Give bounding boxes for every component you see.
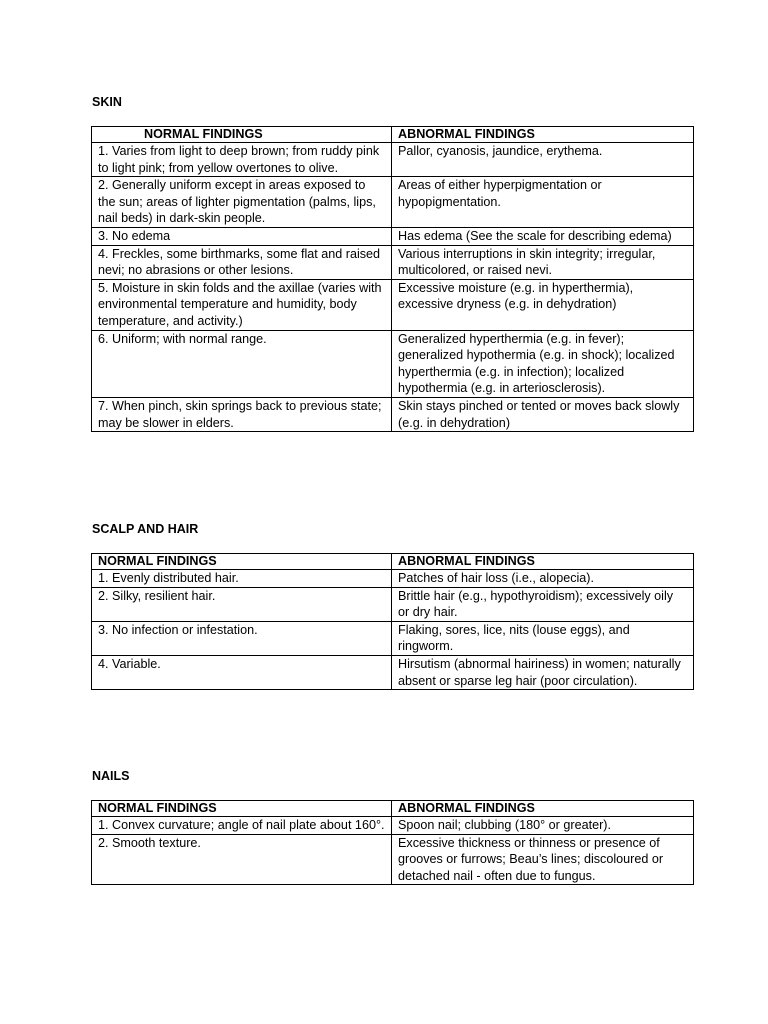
normal-findings-header: NORMAL FINDINGS (92, 127, 392, 143)
table-row (92, 143, 694, 177)
abnormal-findings-header: ABNORMAL FINDINGS (392, 801, 694, 817)
normal-finding-cell: 4. Variable. (92, 655, 392, 689)
abnormal-finding-cell: Patches of hair loss (i.e., alopecia). (392, 570, 694, 588)
normal-finding-cell: 3. No infection or infestation. (92, 621, 392, 655)
nails-findings-table (91, 800, 694, 885)
normal-findings-header: NORMAL FINDINGS (92, 801, 392, 817)
normal-finding-cell: 1. Convex curvature; angle of nail plate about 160°. (92, 817, 392, 835)
normal-finding-cell: 2. Smooth texture. (92, 834, 392, 885)
table-row (92, 621, 694, 655)
table-row (92, 227, 694, 245)
abnormal-finding-cell: Has edema (See the scale for describing edema) (392, 227, 694, 245)
skin-section-title: SKIN (92, 95, 122, 109)
abnormal-finding-cell: Generalized hyperthermia (e.g. in fever); generalized hypothermia (e.g. in shock); localized hyperthermia (e.g. in infection); localized hypothermia (e.g. in arteriosclerosis). (392, 330, 694, 397)
normal-finding-cell: 5. Moisture in skin folds and the axillae (varies with environmental temperature and humidity, body temperature, and activity.) (92, 279, 392, 330)
table-row (92, 177, 694, 228)
table-row (92, 397, 694, 431)
abnormal-finding-cell: Excessive thickness or thinness or presence of grooves or furrows; Beau’s lines; discoloured or detached nail - often due to fungus. (392, 834, 694, 885)
abnormal-finding-cell: Various interruptions in skin integrity; irregular, multicolored, or raised nevi. (392, 245, 694, 279)
abnormal-finding-cell: Hirsutism (abnormal hairiness) in women; naturally absent or sparse leg hair (poor circulation). (392, 655, 694, 689)
abnormal-finding-cell: Brittle hair (e.g., hypothyroidism); excessively oily or dry hair. (392, 587, 694, 621)
table-row (92, 245, 694, 279)
abnormal-findings-header: ABNORMAL FINDINGS (392, 554, 694, 570)
normal-finding-cell: 7. When pinch, skin springs back to previous state; may be slower in elders. (92, 397, 392, 431)
normal-finding-cell: 1. Varies from light to deep brown; from ruddy pink to light pink; from yellow overtones to olive. (92, 143, 392, 177)
normal-finding-cell: 6. Uniform; with normal range. (92, 330, 392, 397)
scalp-hair-section-title: SCALP AND HAIR (92, 522, 199, 536)
normal-finding-cell: 2. Generally uniform except in areas exposed to the sun; areas of lighter pigmentation (palms, lips, nail beds) in dark-skin people. (92, 177, 392, 228)
skin-findings-table (91, 126, 694, 432)
table-header-row (92, 127, 694, 143)
abnormal-finding-cell: Areas of either hyperpigmentation or hypopigmentation. (392, 177, 694, 228)
scalp-hair-findings-table (91, 553, 694, 690)
normal-finding-cell: 4. Freckles, some birthmarks, some flat and raised nevi; no abrasions or other lesions. (92, 245, 392, 279)
table-row (92, 817, 694, 835)
abnormal-finding-cell: Flaking, sores, lice, nits (louse eggs), and ringworm. (392, 621, 694, 655)
table-row (92, 279, 694, 330)
normal-findings-header: NORMAL FINDINGS (92, 554, 392, 570)
table-row (92, 655, 694, 689)
abnormal-finding-cell: Skin stays pinched or tented or moves back slowly (e.g. in dehydration) (392, 397, 694, 431)
table-header-row (92, 554, 694, 570)
abnormal-finding-cell: Excessive moisture (e.g. in hyperthermia), excessive dryness (e.g. in dehydration) (392, 279, 694, 330)
table-row (92, 570, 694, 588)
abnormal-finding-cell: Pallor, cyanosis, jaundice, erythema. (392, 143, 694, 177)
abnormal-findings-header: ABNORMAL FINDINGS (392, 127, 694, 143)
nails-section-title: NAILS (92, 769, 130, 783)
normal-finding-cell: 1. Evenly distributed hair. (92, 570, 392, 588)
table-row (92, 330, 694, 397)
table-header-row (92, 801, 694, 817)
abnormal-finding-cell: Spoon nail; clubbing (180° or greater). (392, 817, 694, 835)
normal-finding-cell: 2. Silky, resilient hair. (92, 587, 392, 621)
table-row (92, 834, 694, 885)
normal-finding-cell: 3. No edema (92, 227, 392, 245)
table-row (92, 587, 694, 621)
